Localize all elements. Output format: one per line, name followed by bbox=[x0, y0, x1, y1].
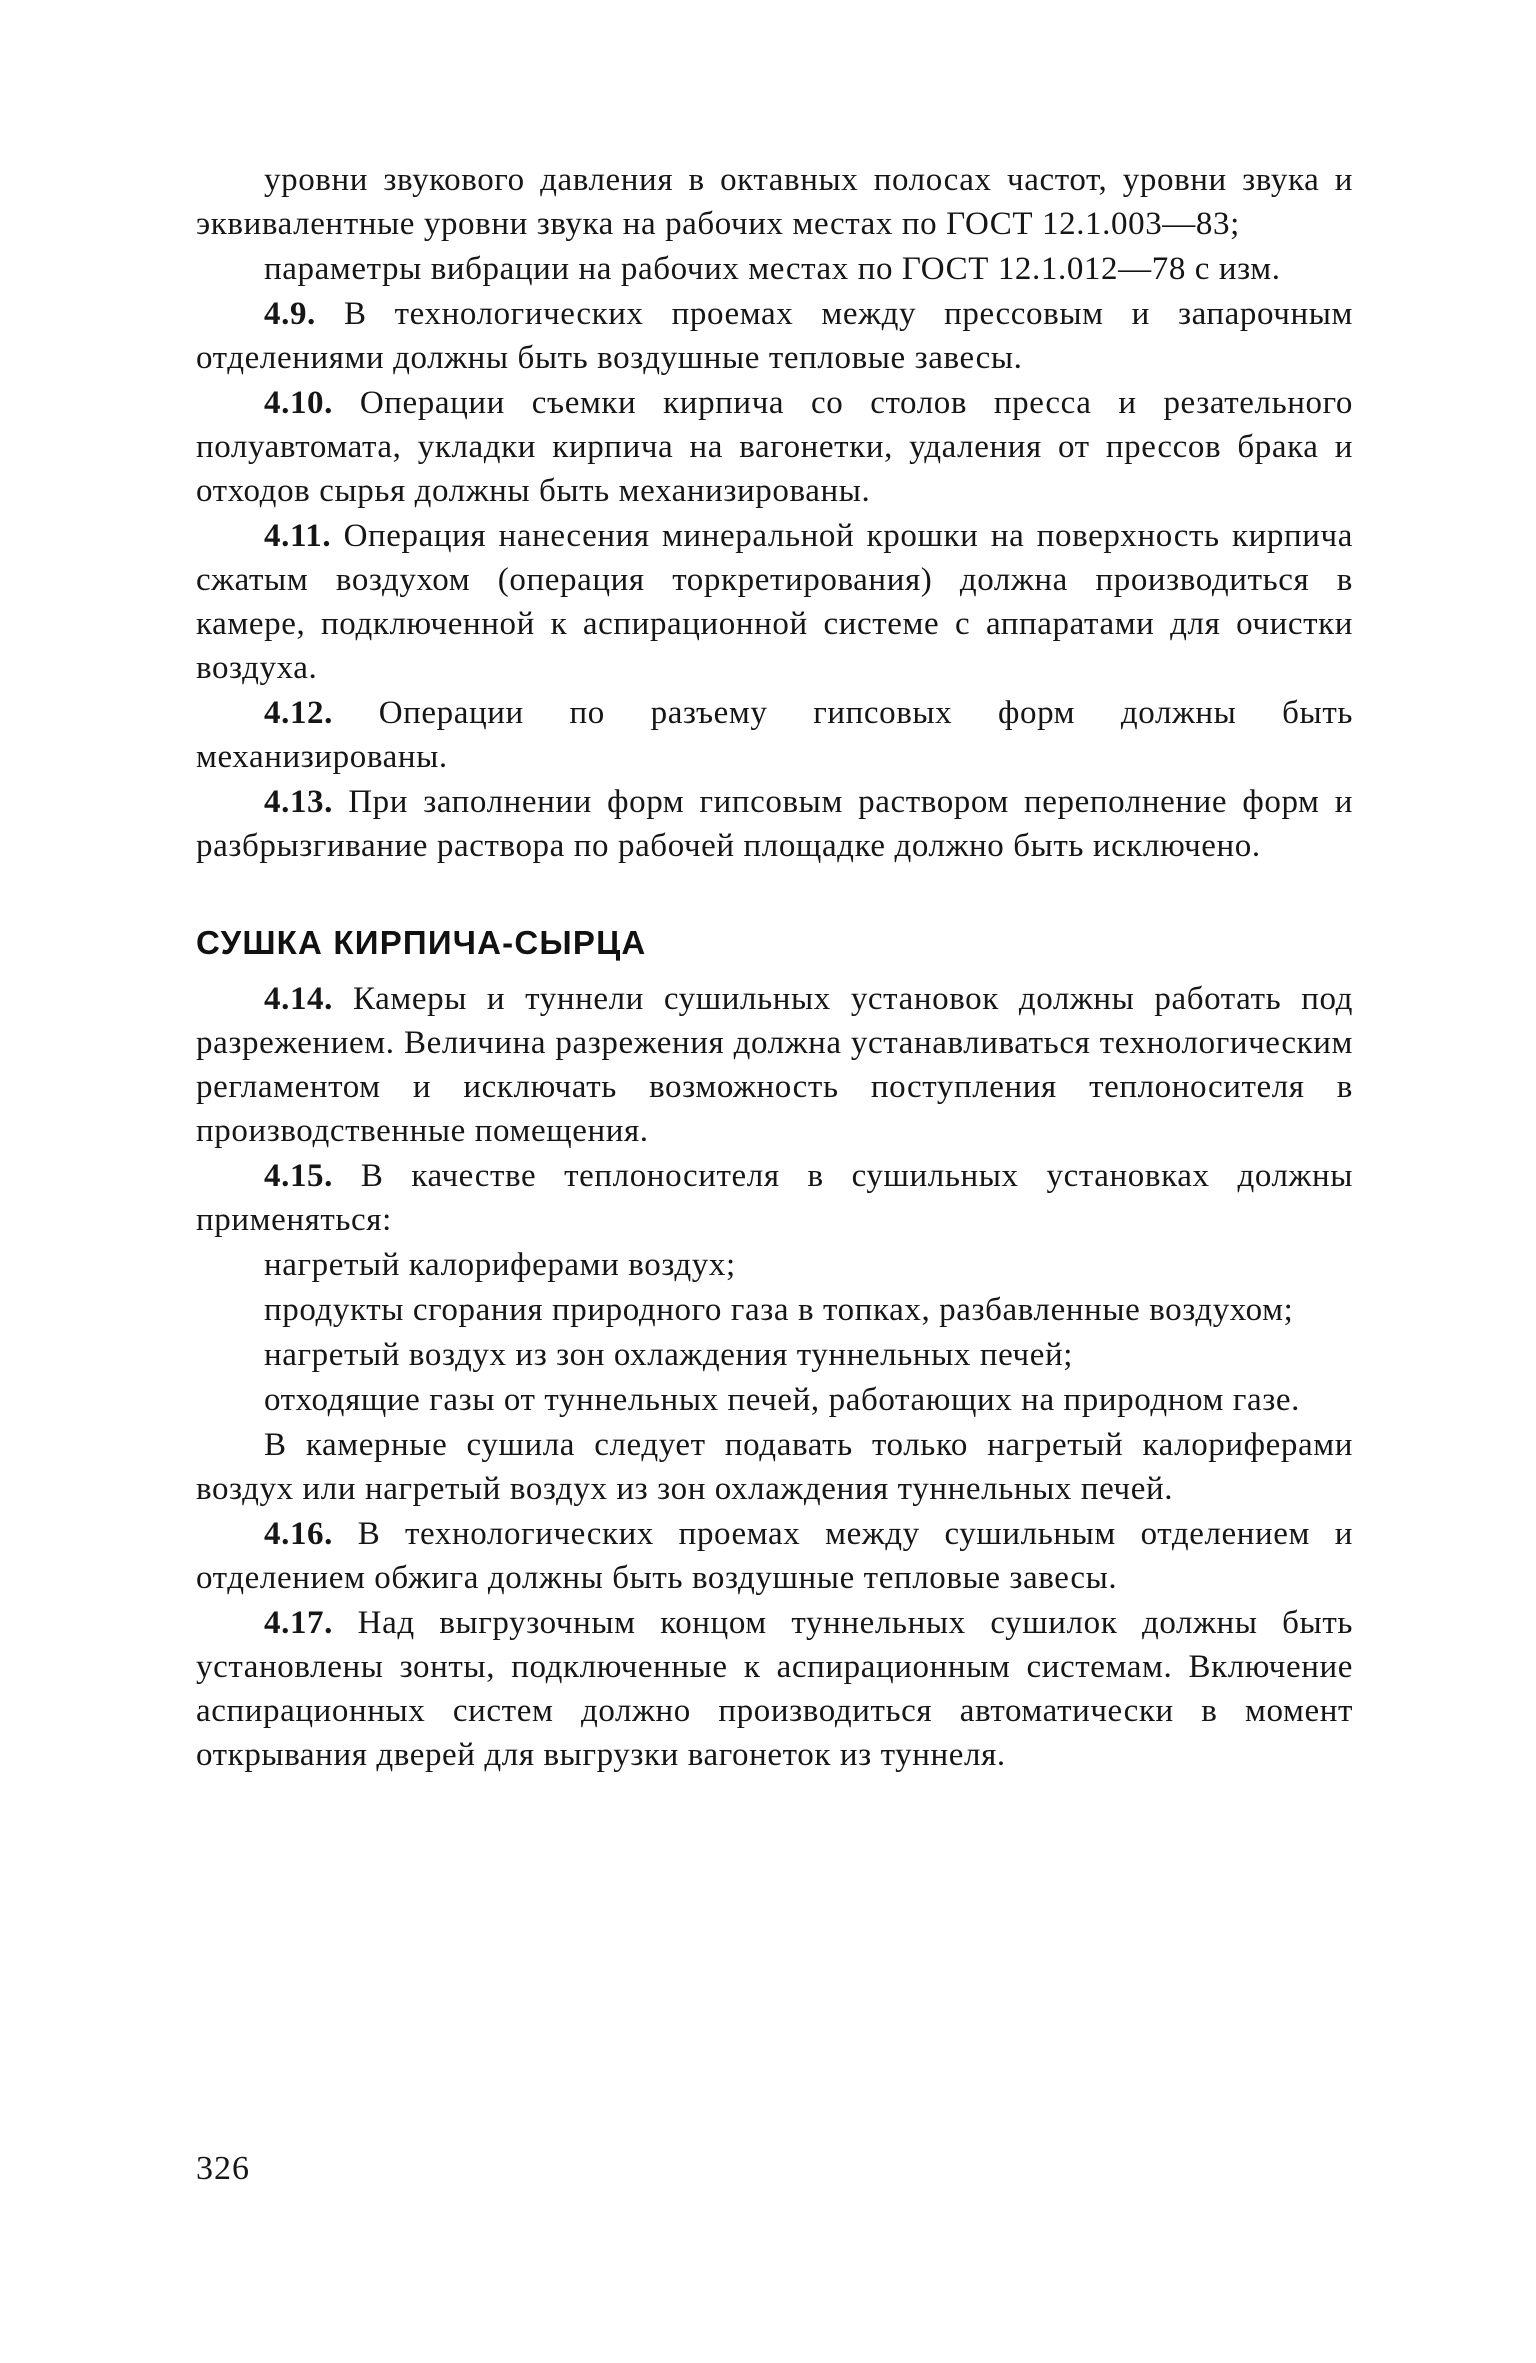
clause-number: 4.13. bbox=[264, 784, 333, 820]
list-item-heated-air bbox=[196, 1243, 1353, 1287]
clause-number: 4.9. bbox=[264, 296, 316, 332]
clause-number: 4.12. bbox=[264, 695, 333, 731]
paragraph-text: В камерные сушила следует подавать только нагретый калориферами воздух или нагретый воздух из зон охлаждения туннельных печей. bbox=[196, 1427, 1353, 1507]
clause-text: Над выгрузочным концом туннельных сушилок должны быть установлены зонты, подключенные к аспирационным системам. Включение аспирационных систем должно производиться автоматически в момент открывания дверей для выгрузки вагонеток из туннеля. bbox=[196, 1605, 1353, 1773]
clause-number: 4.11. bbox=[264, 518, 332, 554]
section-heading: СУШКА КИРПИЧА-СЫРЦА bbox=[196, 924, 647, 961]
clause-text: При заполнении форм гипсовым раствором переполнение форм и разбрызгивание раствора по рабочей площадке должно быть исключено. bbox=[196, 784, 1353, 864]
list-item-text: продукты сгорания природного газа в топках, разбавленные воздухом; bbox=[264, 1292, 1294, 1328]
clause-text: В технологических проемах между сушильным отделением и отделением обжига должны быть воздушные тепловые завесы. bbox=[196, 1516, 1353, 1596]
clause-4-13 bbox=[196, 780, 1353, 868]
clause-text: В технологических проемах между прессовым и запарочным отделениями должны быть воздушные тепловые завесы. bbox=[196, 296, 1353, 376]
clause-4-11 bbox=[196, 514, 1353, 690]
clause-text: Камеры и туннели сушильных установок должны работать под разрежением. Величина разрежения должна устанавливаться технологическим регламентом и исключать возможность поступления теплоносителя в производственные помещения. bbox=[196, 981, 1353, 1149]
page-number: 326 bbox=[196, 2150, 250, 2187]
list-item-cooling-zone-air bbox=[196, 1333, 1353, 1377]
list-item-text: нагретый воздух из зон охлаждения туннельных печей; bbox=[264, 1337, 1074, 1373]
clause-number: 4.10. bbox=[264, 385, 333, 421]
paragraph-text: уровни звукового давления в октавных полосах частот, уровни звука и эквивалентные уровни звука на рабочих местах по ГОСТ 12.1.003—83; bbox=[196, 162, 1353, 242]
list-item-flue-gases bbox=[196, 1378, 1353, 1422]
clause-number: 4.14. bbox=[264, 981, 333, 1017]
list-item-text: отходящие газы от туннельных печей, работающих на природном газе. bbox=[264, 1382, 1300, 1418]
clause-4-15 bbox=[196, 1154, 1353, 1242]
clause-4-14 bbox=[196, 977, 1353, 1153]
list-item-text: нагретый калориферами воздух; bbox=[264, 1247, 736, 1283]
clause-4-17 bbox=[196, 1601, 1353, 1777]
clause-4-10 bbox=[196, 381, 1353, 513]
paragraph-chamber-dryers bbox=[196, 1423, 1353, 1511]
list-item-combustion-products bbox=[196, 1288, 1353, 1332]
body-text bbox=[196, 158, 1353, 1777]
paragraph-sound-levels bbox=[196, 158, 1353, 246]
clause-number: 4.17. bbox=[264, 1605, 333, 1641]
clause-text: В качестве теплоносителя в сушильных установках должны применяться: bbox=[196, 1158, 1353, 1238]
clause-number: 4.16. bbox=[264, 1516, 333, 1552]
clause-text: Операции по разъему гипсовых форм должны быть механизированы. bbox=[196, 695, 1353, 775]
clause-4-9 bbox=[196, 292, 1353, 380]
clause-text: Операции съемки кирпича со столов пресса и резательного полуавтомата, укладки кирпича на вагонетки, удаления от прессов брака и отходов сырья должны быть механизированы. bbox=[196, 385, 1353, 509]
paragraph-vibration bbox=[196, 247, 1353, 291]
paragraph-text: параметры вибрации на рабочих местах по ГОСТ 12.1.012—78 с изм. bbox=[264, 251, 1281, 287]
clause-4-16 bbox=[196, 1512, 1353, 1600]
clause-4-12 bbox=[196, 691, 1353, 779]
clause-text: Операция нанесения минеральной крошки на поверхность кирпича сжатым воздухом (операция торкретирования) должна производиться в камере, подключенной к аспирационной системе с аппаратами для очистки воздуха. bbox=[196, 518, 1353, 686]
clause-number: 4.15. bbox=[264, 1158, 333, 1194]
